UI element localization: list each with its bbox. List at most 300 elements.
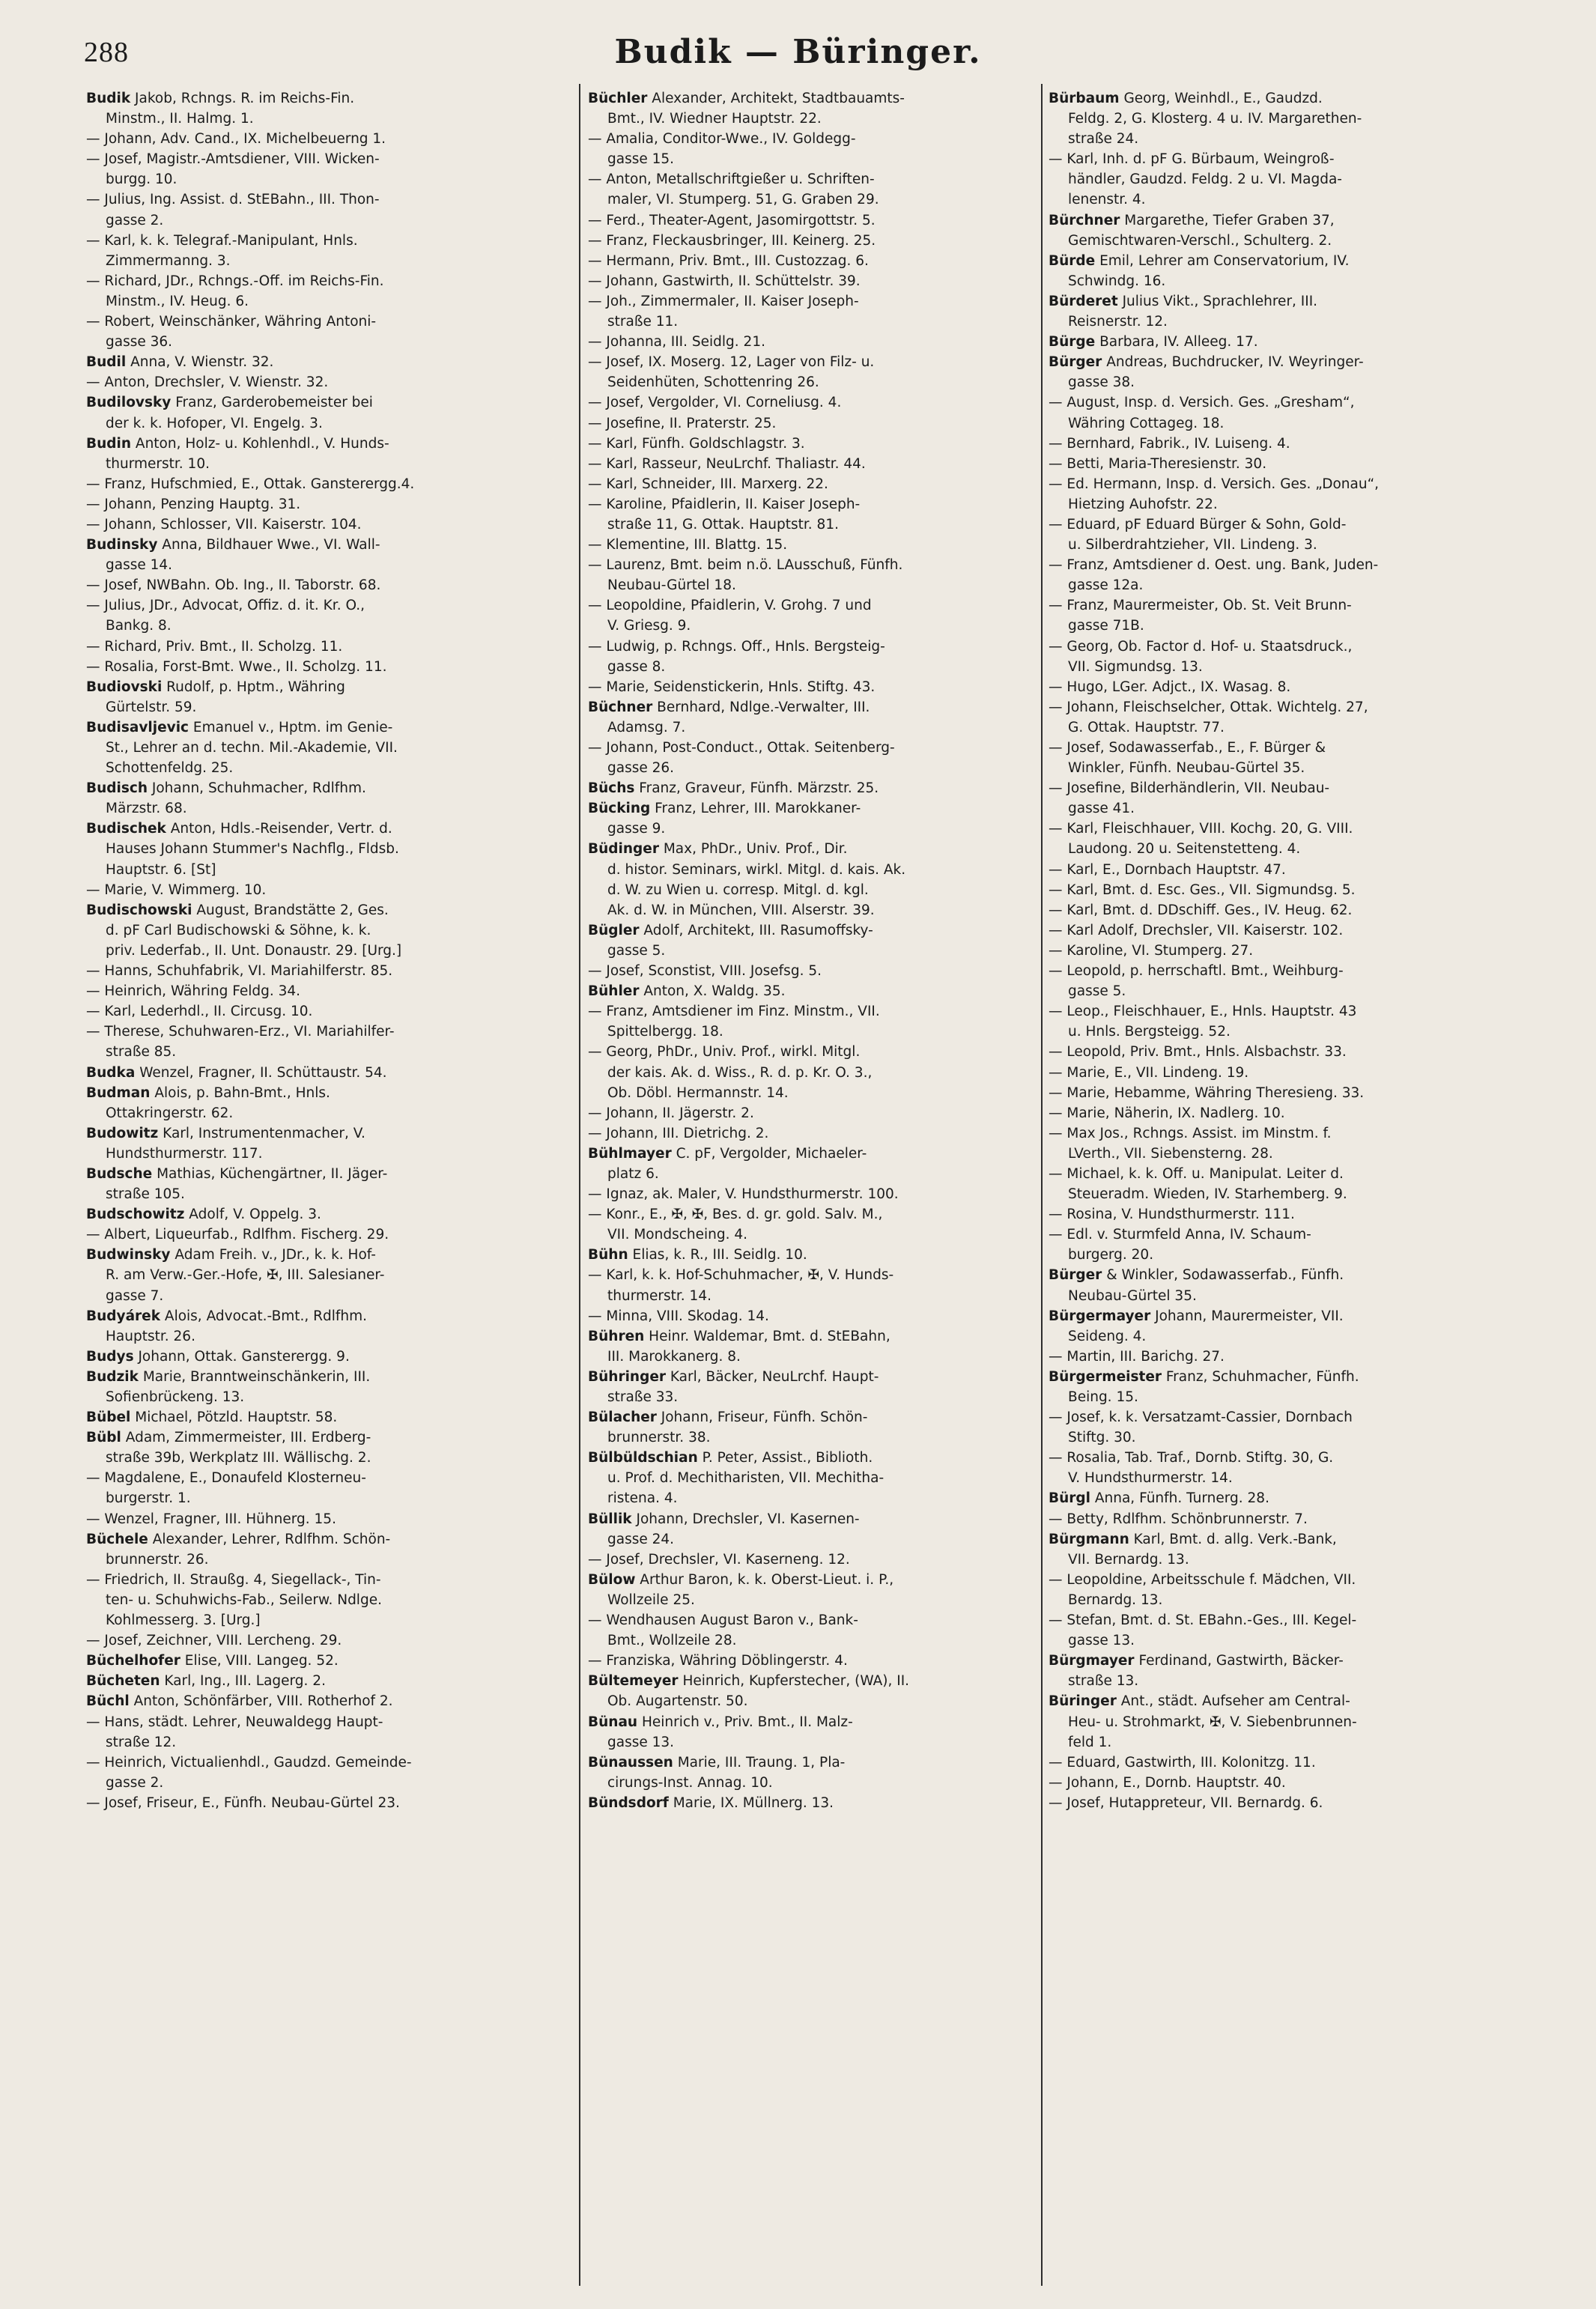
entry-surname: Bühn: [588, 1247, 628, 1263]
entry-continuation-line: [86, 1042, 550, 1062]
entry-surname: Bühren: [588, 1328, 645, 1344]
directory-entry-line: [86, 677, 550, 697]
entry-text: — Karl, Rasseur, NeuLrchf. Thaliastr. 44.: [588, 455, 866, 472]
entry-text: gasse 38.: [1068, 374, 1135, 391]
directory-entry-line: [588, 1712, 1052, 1732]
entry-text: u. Hnls. Bergsteigg. 52.: [1068, 1024, 1231, 1040]
entry-text: straße 85.: [106, 1044, 177, 1061]
directory-entry-line: [588, 494, 1052, 515]
entry-text: — Hermann, Priv. Bmt., III. Custozzag. 6.: [588, 252, 869, 269]
entry-continuation-line: [1049, 169, 1513, 189]
entry-text: — Johann, Penzing Hauptg. 31.: [86, 496, 301, 512]
entry-continuation-line: [1049, 1387, 1513, 1407]
entry-text: Seidenhüten, Schottenring 26.: [607, 374, 819, 391]
directory-entry-line: [86, 129, 550, 149]
entry-text: Emanuel v., Hptm. im Genie-: [189, 719, 393, 735]
entry-text: Franz, Lehrer, III. Marokkaner-: [650, 801, 861, 817]
entry-continuation-line: [1049, 494, 1513, 515]
entry-text: Anna, Fünfh. Turnerg. 28.: [1090, 1490, 1269, 1507]
entry-continuation-line: [86, 1144, 550, 1164]
directory-entry-line: [1049, 474, 1513, 494]
entry-text: Adolf, V. Oppelg. 3.: [184, 1207, 321, 1223]
directory-entry-line: [588, 1550, 1052, 1570]
entry-text: — Franz, Fleckausbringer, III. Keinerg. 25.: [588, 232, 876, 249]
entry-text: — Franz, Amtsdiener im Finz. Minstm., VII.: [588, 1004, 880, 1020]
entry-text: — Rosalia, Tab. Traf., Dornb. Stiftg. 30, G.: [1049, 1450, 1334, 1466]
entry-text: — Anton, Drechsler, V. Wienstr. 32.: [86, 374, 329, 391]
entry-text: Johann, Ottak. Gansterergg. 9.: [133, 1348, 350, 1365]
entry-text: Anton, Hdls.-Reisender, Vertr. d.: [166, 821, 392, 837]
entry-text: maler, VI. Stumperg. 51, G. Graben 29.: [607, 192, 879, 208]
entry-text: — Karl, Inh. d. pF G. Bürbaum, Weingroß-: [1049, 151, 1335, 168]
entry-text: — Edl. v. Sturmfeld Anna, IV. Schaum-: [1049, 1227, 1311, 1243]
entry-text: Gürtelstr. 59.: [106, 699, 197, 715]
entry-continuation-line: [588, 1488, 1052, 1508]
entry-text: — Rosalia, Forst-Bmt. Wwe., II. Scholzg. 11.: [86, 658, 387, 675]
entry-text: Spittelbergg. 18.: [607, 1024, 723, 1040]
directory-entry-line: [588, 1001, 1052, 1022]
entry-text: — Heinrich, Währing Feldg. 34.: [86, 983, 301, 1000]
entry-continuation-line: [1049, 1144, 1513, 1164]
entry-continuation-line: [588, 1468, 1052, 1488]
entry-text: händler, Gaudzd. Feldg. 2 u. VI. Magda-: [1068, 172, 1342, 188]
directory-entry-line: [588, 1144, 1052, 1164]
directory-entry-line: [1049, 778, 1513, 798]
directory-entry-line: [1049, 352, 1513, 372]
directory-entry-line: [1049, 1488, 1513, 1508]
entry-text: gasse 26.: [607, 760, 675, 777]
directory-entry-line: [86, 1407, 550, 1427]
entry-continuation-line: [86, 332, 550, 352]
directory-entry-line: [1049, 1164, 1513, 1184]
entry-text: gasse 14.: [106, 557, 173, 574]
directory-entry-line: [1049, 1001, 1513, 1022]
entry-text: — Therese, Schuhwaren-Erz., VI. Mariahilfer-: [86, 1024, 395, 1040]
entry-text: Adam Freih. v., JDr., k. k. Hof-: [170, 1247, 376, 1263]
entry-text: — Franz, Hufschmied, E., Ottak. Gansterergg.4.: [86, 476, 415, 492]
directory-entry-line: [1049, 392, 1513, 413]
entry-text: — Friedrich, II. Straußg. 4, Siegellack-, Tin-: [86, 1571, 381, 1588]
directory-entry-line: [86, 1225, 550, 1245]
entry-surname: Büllik: [588, 1511, 632, 1527]
entry-text: — Franz, Amtsdiener d. Oest. ung. Bank, Juden-: [1049, 557, 1379, 574]
entry-text: Hauptstr. 26.: [106, 1328, 195, 1344]
entry-text: — Rosina, V. Hundsthurmerstr. 111.: [1049, 1207, 1295, 1223]
entry-text: — Marie, Hebamme, Währing Theresieng. 33.: [1049, 1084, 1365, 1101]
entry-surname: Budischek: [86, 821, 166, 837]
directory-entry-line: [1049, 1793, 1513, 1813]
entry-text: der k. k. Hofoper, VI. Engelg. 3.: [106, 415, 323, 431]
entry-text: — Marie, Seidenstickerin, Hnls. Stiftg. 43.: [588, 679, 876, 695]
entry-continuation-line: [86, 109, 550, 129]
entry-text: — Johann, II. Jägerstr. 2.: [588, 1105, 754, 1121]
entry-continuation-line: [1049, 1326, 1513, 1347]
entry-continuation-line: [86, 697, 550, 717]
entry-text: Barbara, IV. Alleeg. 17.: [1095, 334, 1258, 351]
entry-text: Märzstr. 68.: [106, 801, 187, 817]
entry-text: gasse 41.: [1068, 801, 1135, 817]
entry-text: Laudong. 20 u. Seitenstetteng. 4.: [1068, 841, 1301, 858]
entry-text: Heinrich v., Priv. Bmt., II. Malz-: [637, 1714, 853, 1730]
entry-text: Neubau-Gürtel 18.: [607, 577, 736, 594]
entry-text: Rudolf, p. Hptm., Währing: [162, 679, 345, 695]
entry-text: — Betti, Maria-Theresienstr. 30.: [1049, 455, 1267, 472]
entry-continuation-line: [588, 1083, 1052, 1103]
directory-entry-line: [86, 1347, 550, 1367]
entry-text: VII. Sigmundsg. 13.: [1068, 658, 1203, 675]
entry-continuation-line: [1049, 1590, 1513, 1610]
directory-entry-line: [588, 129, 1052, 149]
directory-entry-line: [86, 778, 550, 798]
directory-entry-line: [588, 434, 1052, 454]
entry-text: — August, Insp. d. Versich. Ges. „Gresham“,: [1049, 395, 1355, 411]
directory-entry-line: [588, 413, 1052, 434]
entry-text: Zimmermanng. 3.: [106, 252, 231, 269]
entry-text: — Leop., Fleischhauer, E., Hnls. Hauptstr. 43: [1049, 1004, 1357, 1020]
entry-text: — Josef, NWBahn. Ob. Ing., II. Taborstr. 68.: [86, 577, 381, 594]
directory-entry-line: [1049, 149, 1513, 169]
entry-continuation-line: [588, 1590, 1052, 1610]
entry-text: d. histor. Seminars, wirkl. Mitgl. d. kais. Ak.: [607, 861, 906, 878]
entry-continuation-line: [1049, 758, 1513, 778]
entry-text: Wollzeile 25.: [607, 1592, 695, 1608]
entry-text: Franz, Graveur, Fünfh. Märzstr. 25.: [634, 780, 879, 797]
entry-text: R. am Verw.-Ger.-Hofe, ✠, III. Salesianer-: [106, 1267, 385, 1284]
entry-text: Steueradm. Wieden, IV. Starhemberg. 9.: [1068, 1186, 1347, 1203]
entry-continuation-line: [1049, 575, 1513, 595]
directory-entry-line: [1049, 1204, 1513, 1225]
directory-entry-line: [1049, 819, 1513, 839]
directory-entry-line: [588, 1671, 1052, 1691]
directory-entry-line: [86, 1427, 550, 1448]
directory-entry-line: [588, 1509, 1052, 1529]
entry-text: — Karl Adolf, Drechsler, VII. Kaiserstr. 102.: [1049, 922, 1344, 938]
entry-text: Johann, Friseur, Fünfh. Schön-: [656, 1410, 868, 1426]
entry-text: — Karoline, Pfaidlerin, II. Kaiser Joseph-: [588, 496, 861, 512]
entry-continuation-line: [1049, 839, 1513, 859]
entry-text: Anna, Bildhauer Wwe., VI. Wall-: [157, 537, 380, 553]
entry-text: straße 11, G. Ottak. Hauptstr. 81.: [607, 516, 839, 533]
entry-continuation-line: [86, 1103, 550, 1123]
entry-text: Ob. Döbl. Hermannstr. 14.: [607, 1084, 789, 1101]
entry-surname: Bürbaum: [1049, 91, 1120, 106]
directory-entry-line: [1049, 210, 1513, 231]
entry-continuation-line: [1049, 109, 1513, 129]
entry-text: — Julius, Ing. Assist. d. StEBahn., III. Thon-: [86, 192, 380, 208]
entry-text: Reisnerstr. 12.: [1068, 314, 1168, 330]
entry-surname: Bürge: [1049, 334, 1096, 351]
entry-text: & Winkler, Sodawasserfab., Fünfh.: [1102, 1267, 1344, 1284]
directory-entry-line: [1049, 291, 1513, 312]
directory-entry-line: [86, 1509, 550, 1529]
entry-text: straße 39b, Werkplatz III. Wällischg. 2.: [106, 1450, 371, 1466]
entry-text: Ant., städt. Aufseher am Central-: [1116, 1693, 1350, 1710]
entry-text: — Marie, Näherin, IX. Nadlerg. 10.: [1049, 1105, 1285, 1121]
directory-entry-line: [86, 392, 550, 413]
entry-surname: Budinsky: [86, 537, 158, 553]
entry-continuation-line: [1049, 1022, 1513, 1042]
entry-continuation-line: [588, 1529, 1052, 1550]
entry-surname: Budys: [86, 1348, 134, 1365]
entry-continuation-line: [86, 454, 550, 474]
entry-text: Hietzing Auhofstr. 22.: [1068, 496, 1218, 512]
entry-text: — Josef, Magistr.-Amtsdiener, VIII. Wicken-: [86, 151, 380, 168]
directory-entry-line: [1049, 637, 1513, 657]
entry-text: Kohlmesserg. 3. [Urg.]: [106, 1612, 261, 1629]
directory-entry-line: [588, 291, 1052, 312]
entry-surname: Budin: [86, 435, 132, 452]
entry-surname: Bühler: [588, 983, 640, 1000]
entry-text: — Leopoldine, Arbeitsschule f. Mädchen, VII.: [1049, 1571, 1356, 1588]
directory-entry-line: [1049, 961, 1513, 981]
entry-text: Arthur Baron, k. k. Oberst-Lieut. i. P.,: [635, 1571, 894, 1588]
entry-text: — Hans, städt. Lehrer, Neuwaldegg Haupt-: [86, 1714, 383, 1730]
entry-text: thurmerstr. 10.: [106, 455, 210, 472]
directory-entry-line: [588, 210, 1052, 231]
directory-entry-line: [1049, 1367, 1513, 1387]
entry-continuation-line: [86, 920, 550, 941]
directory-entry-line: [1049, 1083, 1513, 1103]
entry-text: Georg, Weinhdl., E., Gaudzd.: [1119, 91, 1323, 106]
directory-entry-line: [86, 1651, 550, 1671]
entry-continuation-line: [86, 1550, 550, 1570]
directory-entry-line: [588, 88, 1052, 109]
entry-text: straße 13.: [1068, 1673, 1139, 1690]
entry-surname: Bübel: [86, 1410, 131, 1426]
entry-text: Schwindg. 16.: [1068, 273, 1166, 289]
running-head: Budik — Büringer.: [614, 33, 982, 71]
entry-text: Johann, Drechsler, VI. Kasernen-: [631, 1511, 860, 1527]
entry-text: Karl, Bäcker, NeuLrchf. Haupt-: [666, 1368, 879, 1385]
entry-continuation-line: [1049, 535, 1513, 555]
entry-text: — Josef, Sodawasserfab., E., F. Bürger &: [1049, 740, 1326, 756]
entry-continuation-line: [588, 880, 1052, 900]
directory-entry-line: [86, 1570, 550, 1590]
directory-entry-line: [86, 1468, 550, 1488]
entry-continuation-line: [86, 860, 550, 880]
directory-column-1: [86, 88, 550, 1813]
entry-text: Jakob, Rchngs. R. im Reichs-Fin.: [130, 91, 355, 106]
entry-text: ten- u. Schuhwichs-Fab., Seilerw. Ndlge.: [106, 1592, 382, 1608]
entry-text: Gemischtwaren-Verschl., Schulterg. 2.: [1068, 232, 1332, 249]
entry-continuation-line: [1049, 1732, 1513, 1753]
directory-entry-line: [588, 1448, 1052, 1468]
entry-text: — Ignaz, ak. Maler, V. Hundsthurmerstr. 100.: [588, 1186, 899, 1203]
directory-entry-line: [1049, 332, 1513, 352]
directory-entry-line: [588, 778, 1052, 798]
directory-entry-line: [1049, 1509, 1513, 1529]
entry-continuation-line: [86, 1265, 550, 1285]
entry-continuation-line: [588, 312, 1052, 332]
entry-text: Neubau-Gürtel 35.: [1068, 1287, 1197, 1304]
directory-entry-line: [86, 1712, 550, 1732]
entry-text: Alexander, Lehrer, Rdlfhm. Schön-: [148, 1531, 391, 1547]
directory-entry-line: [1049, 251, 1513, 271]
directory-entry-line: [588, 555, 1052, 575]
entry-text: — Betty, Rdlfhm. Schönbrunnerstr. 7.: [1049, 1511, 1308, 1527]
entry-text: Ottakringerstr. 62.: [106, 1105, 234, 1121]
entry-text: burgg. 10.: [106, 172, 177, 188]
directory-entry-line: [588, 1245, 1052, 1265]
entry-surname: Bürger: [1049, 1267, 1102, 1284]
directory-entry-line: [1049, 1042, 1513, 1062]
entry-surname: Büchler: [588, 91, 648, 106]
directory-entry-line: [588, 1367, 1052, 1387]
entry-text: — Josef, Drechsler, VI. Kaserneng. 12.: [588, 1551, 850, 1568]
entry-continuation-line: [86, 1184, 550, 1204]
entry-text: Marie, IX. Müllnerg. 13.: [668, 1794, 834, 1811]
directory-entry-line: [1049, 1753, 1513, 1773]
entry-text: Karl, Ing., III. Lagerg. 2.: [160, 1673, 326, 1690]
entry-continuation-line: [588, 189, 1052, 210]
entry-text: Heinr. Waldemar, Bmt. d. StEBahn,: [644, 1328, 890, 1344]
entry-surname: Budilovsky: [86, 395, 172, 411]
entry-text: — Martin, III. Barichg. 27.: [1049, 1348, 1225, 1365]
directory-entry-line: [588, 1042, 1052, 1062]
directory-entry-line: [588, 1306, 1052, 1326]
entry-text: u. Silberdrahtzieher, VII. Lindeng. 3.: [1068, 537, 1317, 553]
entry-text: — Hugo, LGer. Adjct., IX. Wasag. 8.: [1049, 679, 1291, 695]
entry-text: — Heinrich, Victualienhdl., Gaudzd. Gemeinde-: [86, 1754, 412, 1771]
entry-text: — Johann, Post-Conduct., Ottak. Seitenberg-: [588, 740, 895, 756]
directory-entry-line: [588, 1204, 1052, 1225]
entry-text: Minstm., IV. Heug. 6.: [106, 293, 249, 309]
entry-continuation-line: [1049, 129, 1513, 149]
entry-text: gasse 13.: [607, 1734, 675, 1750]
entry-text: — Richard, JDr., Rchngs.-Off. im Reichs-Fin.: [86, 273, 384, 289]
directory-entry-line: [588, 1123, 1052, 1144]
entry-surname: Bürger: [1049, 354, 1102, 371]
directory-column-3: [1049, 88, 1513, 1813]
entry-text: gasse 7.: [106, 1287, 164, 1304]
entry-text: Ak. d. W. in München, VIII. Alserstr. 39.: [607, 902, 875, 918]
entry-text: VII. Mondscheing. 4.: [607, 1227, 748, 1243]
entry-surname: Bünau: [588, 1714, 638, 1730]
directory-entry-line: [86, 981, 550, 1001]
entry-text: Schottenfeldg. 25.: [106, 760, 234, 777]
entry-text: Sofienbrückeng. 13.: [106, 1389, 245, 1405]
directory-entry-line: [588, 1184, 1052, 1204]
entry-text: Heu- u. Strohmarkt, ✠, V. Siebenbrunnen-: [1068, 1714, 1357, 1730]
entry-continuation-line: [588, 717, 1052, 738]
entry-text: Julius Vikt., Sprachlehrer, III.: [1117, 293, 1318, 309]
entry-surname: Bühringer: [588, 1368, 666, 1385]
entry-text: — Albert, Liqueurfab., Rdlfhm. Fischerg. 29.: [86, 1227, 389, 1243]
entry-text: — Minna, VIII. Skodag. 14.: [588, 1308, 769, 1324]
directory-entry-line: [1049, 1529, 1513, 1550]
entry-surname: Bühlmayer: [588, 1145, 672, 1162]
entry-text: Karl, Instrumentenmacher, V.: [158, 1125, 365, 1141]
entry-text: — Georg, PhDr., Univ. Prof., wirkl. Mitgl.: [588, 1044, 861, 1061]
entry-text: Marie, III. Traung. 1, Pla-: [673, 1754, 846, 1771]
directory-entry-line: [588, 251, 1052, 271]
directory-entry-line: [86, 657, 550, 677]
directory-entry-line: [1049, 88, 1513, 109]
entry-text: — Karl, k. k. Hof-Schuhmacher, ✠, V. Hunds-: [588, 1267, 894, 1284]
entry-text: — Wendhausen August Baron v., Bank-: [588, 1612, 858, 1629]
directory-entry-line: [1049, 860, 1513, 880]
entry-text: P. Peter, Assist., Biblioth.: [697, 1450, 873, 1466]
directory-entry-line: [588, 1103, 1052, 1123]
entry-text: thurmerstr. 14.: [607, 1287, 711, 1304]
directory-entry-line: [588, 352, 1052, 372]
entry-text: Wenzel, Fragner, II. Schüttaustr. 54.: [135, 1064, 387, 1081]
entry-continuation-line: [86, 941, 550, 961]
directory-entry-line: [86, 1630, 550, 1651]
directory-entry-line: [86, 819, 550, 839]
entry-text: Alexander, Architekt, Stadtbauamts-: [647, 91, 905, 106]
directory-entry-line: [1049, 738, 1513, 758]
entry-continuation-line: [86, 413, 550, 434]
entry-surname: Bürchner: [1049, 212, 1120, 228]
entry-text: — Leopoldine, Pfaidlerin, V. Grohg. 7 und: [588, 598, 872, 614]
directory-entry-line: [1049, 595, 1513, 616]
entry-surname: Bündsdorf: [588, 1794, 669, 1811]
directory-entry-line: [86, 1083, 550, 1103]
entry-text: — Josef, Friseur, E., Fünfh. Neubau-Gürtel 23.: [86, 1794, 400, 1811]
entry-text: — Magdalene, E., Donaufeld Klosterneu-: [86, 1470, 366, 1487]
entry-continuation-line: [1049, 189, 1513, 210]
entry-text: Alois, Advocat.-Bmt., Rdlfhm.: [160, 1308, 368, 1324]
entry-text: — Amalia, Conditor-Wwe., IV. Goldegg-: [588, 131, 856, 148]
entry-text: straße 24.: [1068, 131, 1139, 148]
entry-text: Franz, Garderobemeister bei: [171, 395, 373, 411]
entry-surname: Büchelhofer: [86, 1653, 180, 1669]
entry-text: — Konr., E., ✠, ✠, Bes. d. gr. gold. Salv. M.,: [588, 1207, 883, 1223]
entry-text: Feldg. 2, G. Klosterg. 4 u. IV. Margarethen-: [1068, 111, 1362, 127]
entry-continuation-line: [588, 657, 1052, 677]
directory-entry-line: [588, 1326, 1052, 1347]
directory-entry-line: [86, 595, 550, 616]
entry-continuation-line: [86, 758, 550, 778]
entry-continuation-line: [86, 1732, 550, 1753]
directory-entry-line: [1049, 697, 1513, 717]
entry-continuation-line: [588, 860, 1052, 880]
entry-continuation-line: [86, 1387, 550, 1407]
entry-continuation-line: [588, 149, 1052, 169]
entry-text: V. Hundsthurmerstr. 14.: [1068, 1470, 1233, 1487]
entry-continuation-line: [588, 372, 1052, 392]
directory-entry-line: [1049, 555, 1513, 575]
directory-entry-line: [86, 961, 550, 981]
entry-text: — Joh., Zimmermaler, II. Kaiser Joseph-: [588, 293, 859, 309]
entry-surname: Budik: [86, 91, 131, 106]
directory-entry-line: [588, 798, 1052, 819]
entry-text: Elise, VIII. Langeg. 52.: [180, 1653, 339, 1669]
entry-text: Bernardg. 13.: [1068, 1592, 1163, 1608]
directory-entry-line: [86, 474, 550, 494]
entry-text: gasse 12a.: [1068, 577, 1144, 594]
directory-entry-line: [588, 677, 1052, 697]
directory-entry-line: [86, 535, 550, 555]
entry-surname: Bürgmayer: [1049, 1653, 1135, 1669]
entry-text: burgerstr. 1.: [106, 1490, 191, 1507]
directory-entry-line: [588, 454, 1052, 474]
entry-text: Bernhard, Ndlge.-Verwalter, III.: [652, 699, 870, 715]
directory-entry-line: [86, 1245, 550, 1265]
entry-text: straße 12.: [106, 1734, 177, 1750]
directory-entry-line: [86, 312, 550, 332]
entry-text: Hauptstr. 6. [St]: [106, 861, 216, 878]
entry-text: d. pF Carl Budischowski & Söhne, k. k.: [106, 922, 371, 938]
entry-continuation-line: [1049, 657, 1513, 677]
entry-continuation-line: [588, 616, 1052, 636]
directory-entry-line: [86, 434, 550, 454]
entry-surname: Bürgermeister: [1049, 1368, 1162, 1385]
directory-entry-line: [1049, 1570, 1513, 1590]
entry-continuation-line: [1049, 616, 1513, 636]
entry-text: — Marie, E., VII. Lindeng. 19.: [1049, 1064, 1249, 1081]
